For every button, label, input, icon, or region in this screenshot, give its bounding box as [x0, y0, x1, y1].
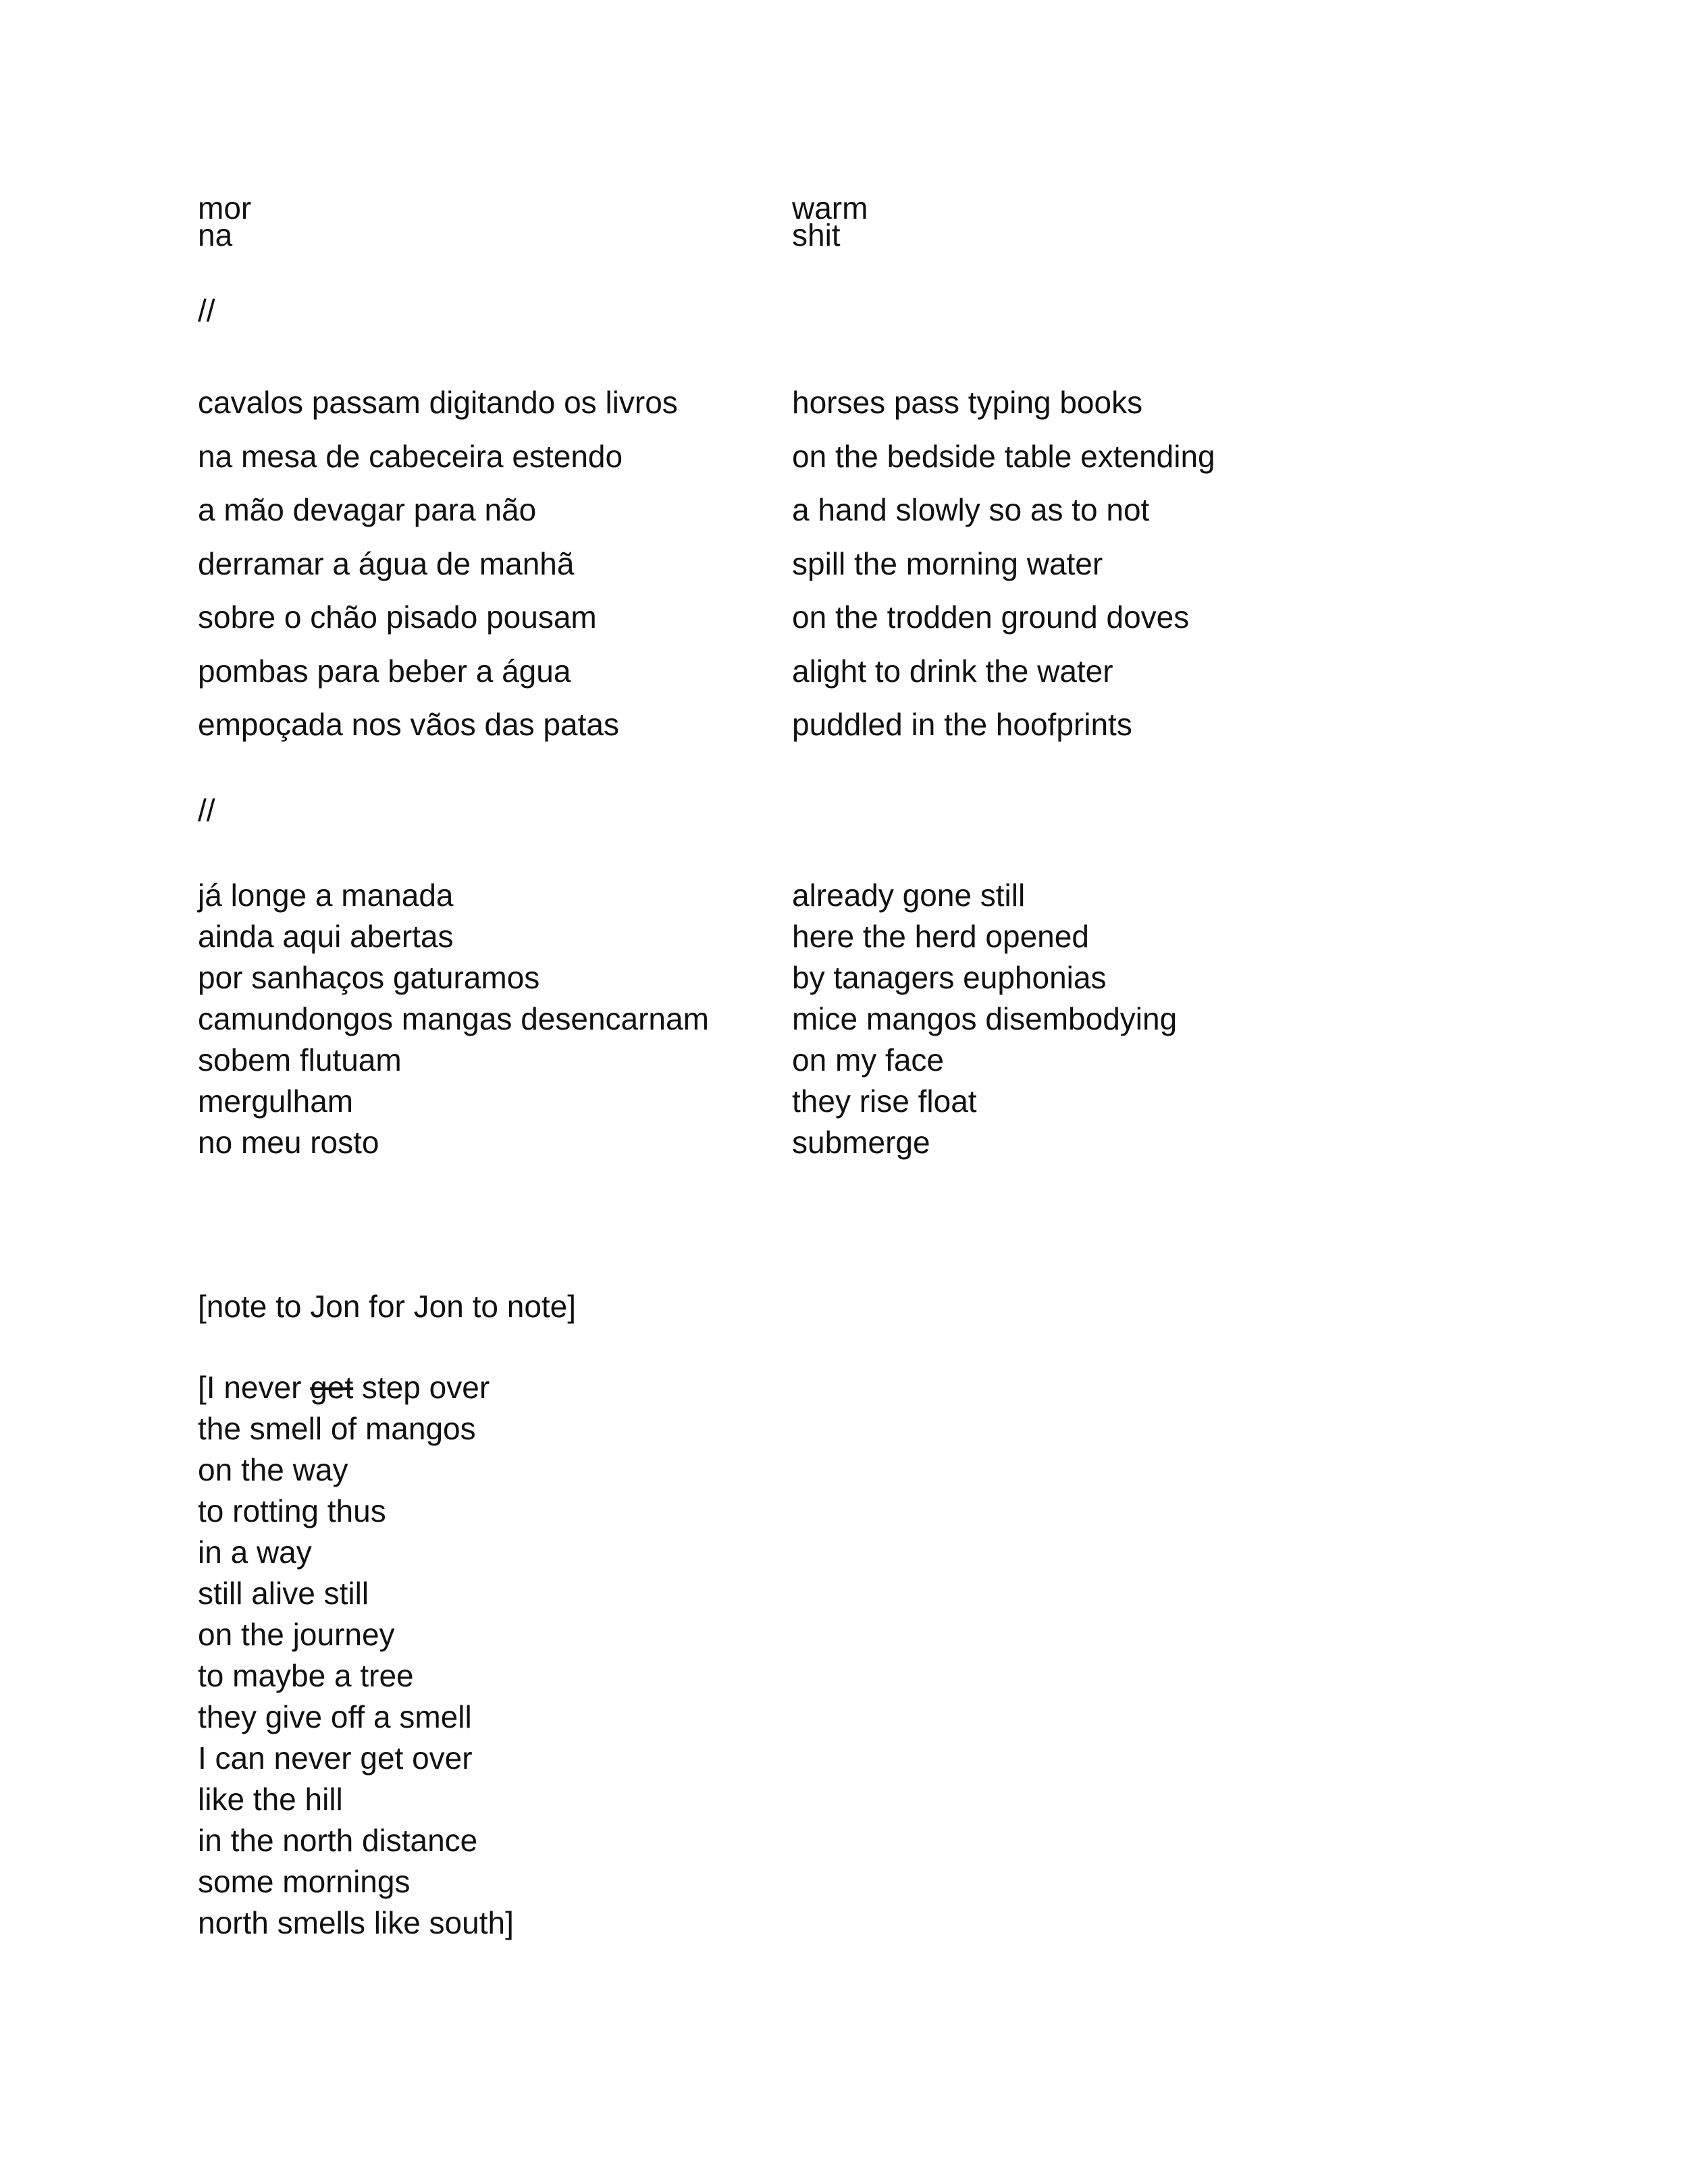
verse-line: pombas para beber a água: [198, 653, 571, 689]
stanza-1-portuguese: [198, 376, 678, 752]
note-line: to rotting thus: [198, 1493, 386, 1528]
verse-line: ainda aqui abertas: [198, 919, 454, 954]
note-line: in the north distance: [198, 1823, 478, 1858]
note-line: in a way: [198, 1535, 312, 1570]
note-line: to maybe a tree: [198, 1658, 414, 1693]
note-body: [198, 1367, 514, 1944]
verse-line: mice mangos disembodying: [792, 1001, 1178, 1036]
section-separator: //: [198, 793, 215, 828]
note-first-line-suffix: step over: [353, 1370, 490, 1405]
verse-line: they rise float: [792, 1084, 977, 1119]
note-first-line-prefix: [I never: [198, 1370, 311, 1405]
verse-line: na mesa de cabeceira estendo: [198, 438, 623, 474]
verse-line: mergulham: [198, 1084, 354, 1119]
section-separator: //: [198, 293, 215, 328]
verse-line: já longe a manada: [198, 878, 454, 913]
note-line: they give off a smell: [198, 1699, 472, 1734]
verse-line: alight to drink the water: [792, 653, 1113, 689]
verse-line: puddled in the hoofprints: [792, 707, 1132, 742]
note-heading: [note to Jon for Jon to note]: [198, 1289, 577, 1324]
verse-line: horses pass typing books: [792, 385, 1143, 420]
verse-line: on the trodden ground doves: [792, 600, 1190, 635]
stanza-1-english: [792, 376, 1215, 752]
verse-line: no meu rosto: [198, 1125, 379, 1160]
title-english: [792, 190, 868, 252]
verse-line: sobem flutuam: [198, 1042, 402, 1077]
struck-through-word: get: [310, 1370, 354, 1405]
verse-line: on my face: [792, 1042, 944, 1077]
note-first-line: [198, 1367, 514, 1408]
stanza-2-english: [792, 875, 1177, 1163]
title-line: warm: [792, 190, 868, 225]
note-line: still alive still: [198, 1576, 369, 1611]
verse-line: by tanagers euphonias: [792, 960, 1107, 995]
note-line: the smell of mangos: [198, 1411, 476, 1446]
title-line: na: [198, 217, 233, 252]
verse-line: camundongos mangas desencarnam: [198, 1001, 709, 1036]
title-portuguese: [198, 190, 252, 252]
verse-line: derramar a água de manhã: [198, 545, 575, 581]
note-line: on the journey: [198, 1617, 395, 1652]
verse-line: a hand slowly so as to not: [792, 492, 1150, 527]
note-line: I can never get over: [198, 1740, 473, 1776]
note-line: like the hill: [198, 1782, 343, 1817]
verse-line: sobre o chão pisado pousam: [198, 600, 597, 635]
verse-line: submerge: [792, 1125, 930, 1160]
note-line: north smells like south]: [198, 1905, 514, 1940]
verse-line: already gone still: [792, 878, 1026, 913]
verse-line: cavalos passam digitando os livros: [198, 385, 678, 420]
verse-line: a mão devagar para não: [198, 492, 537, 527]
verse-line: here the herd opened: [792, 919, 1089, 954]
verse-line: on the bedside table extending: [792, 438, 1215, 474]
verse-line: empoçada nos vãos das patas: [198, 707, 619, 742]
note-line: on the way: [198, 1452, 348, 1487]
title-line: mor: [198, 190, 252, 225]
stanza-2-portuguese: [198, 875, 709, 1163]
verse-line: por sanhaços gaturamos: [198, 960, 540, 995]
title-line: shit: [792, 217, 841, 252]
poem-title: [0, 190, 1688, 255]
note-line: some mornings: [198, 1864, 411, 1899]
verse-line: spill the morning water: [792, 545, 1103, 581]
